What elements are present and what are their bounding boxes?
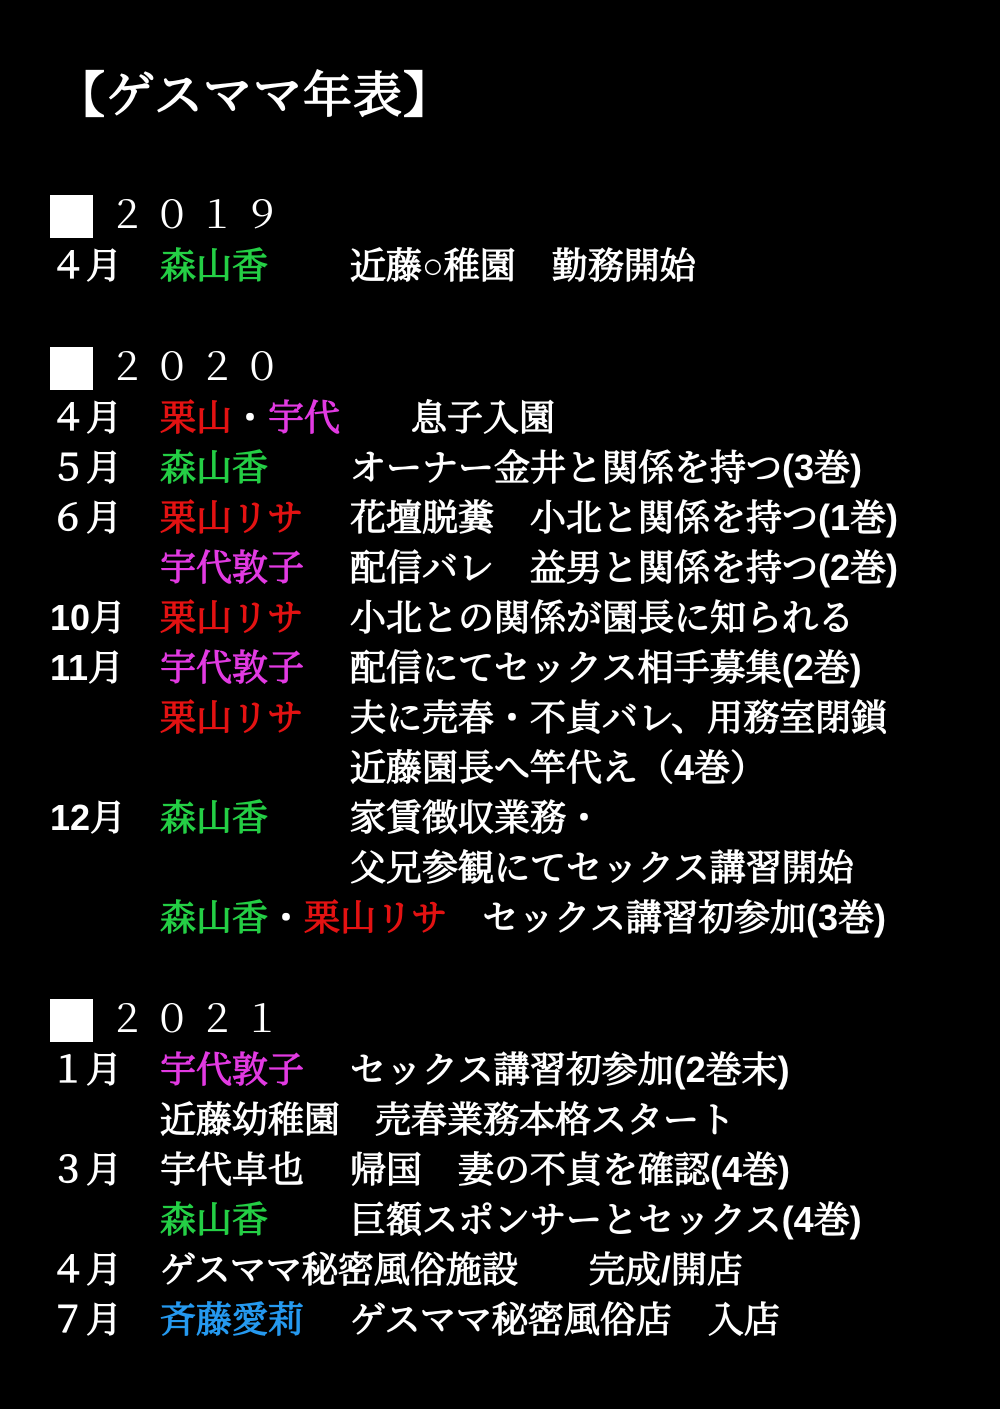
year-header — [50, 343, 980, 393]
month-label: ７月 — [50, 1299, 123, 1341]
month-label — [50, 743, 160, 793]
event-description: 巨額スポンサーとセックス(4巻) — [350, 1199, 862, 1241]
square-bullet-icon — [50, 347, 93, 390]
year-label: ２０２１ — [108, 999, 289, 1042]
event-description: 配信バレ 益男と関係を持つ(2巻) — [350, 547, 898, 589]
name-segment: ゲスママ秘密風俗施設 — [160, 1249, 518, 1291]
person-name — [160, 1245, 553, 1295]
month-label: ４月 — [50, 397, 123, 439]
month-label — [50, 893, 160, 943]
person-name — [160, 443, 350, 493]
month-label: ４月 — [50, 1249, 123, 1291]
year-label: ２０１９ — [108, 195, 289, 238]
month-label — [50, 1195, 160, 1245]
name-segment: ・ — [268, 897, 305, 939]
event-description: ゲスママ秘密風俗店 入店 — [350, 1299, 780, 1341]
person-name — [160, 1195, 350, 1245]
timeline-row — [50, 643, 980, 693]
square-bullet-icon — [50, 999, 93, 1042]
person-name — [160, 893, 482, 943]
person-name — [160, 241, 350, 291]
name-segment: 栗山 — [160, 397, 233, 439]
event-description: 夫に売春・不貞バレ、用務室閉鎖 — [350, 697, 888, 739]
year-label: ２０２０ — [108, 347, 289, 390]
month-label: ５月 — [50, 447, 123, 489]
event-description: 近藤園長へ竿代え（4巻） — [350, 747, 767, 789]
person-name — [160, 643, 350, 693]
name-segment: ・ — [232, 397, 269, 439]
timeline-row — [50, 893, 980, 943]
timeline-row — [50, 1145, 980, 1195]
name-segment: 森山香 — [160, 897, 269, 939]
person-name — [160, 593, 350, 643]
month-label: 12月 — [50, 797, 127, 839]
year-section — [50, 191, 980, 291]
name-segment: 宇代敦子 — [160, 1049, 305, 1091]
month-label: 11月 — [50, 647, 125, 689]
timeline-row — [50, 1095, 980, 1145]
event-description: 近藤○稚園 勤務開始 — [350, 245, 696, 287]
person-name — [160, 1045, 350, 1095]
month-label: ６月 — [50, 497, 123, 539]
person-name — [160, 793, 350, 843]
person-name — [160, 1295, 350, 1345]
event-description: 小北との関係が園長に知られる — [350, 597, 855, 639]
month-label: 10月 — [50, 597, 127, 639]
timeline-row — [50, 241, 980, 291]
timeline-row — [50, 793, 980, 843]
person-name — [160, 843, 350, 893]
person-name — [160, 1095, 375, 1145]
name-segment: 森山香 — [160, 447, 269, 489]
timeline-row — [50, 693, 980, 743]
name-segment: 栗山リサ — [160, 697, 304, 739]
person-name — [160, 1145, 350, 1195]
timeline-row — [50, 443, 980, 493]
name-segment: 栗山リサ — [304, 897, 448, 939]
month-label: ４月 — [50, 245, 123, 287]
event-description: 売春業務本格スタート — [375, 1099, 736, 1141]
name-segment: 宇代敦子 — [160, 647, 305, 689]
timeline-row — [50, 543, 980, 593]
event-description: 完成/開店 — [552, 1249, 743, 1291]
month-label — [50, 843, 160, 893]
month-label: １月 — [50, 1049, 123, 1091]
person-name — [160, 493, 350, 543]
timeline-row — [50, 1195, 980, 1245]
timeline-row — [50, 1045, 980, 1095]
month-label — [50, 543, 160, 593]
timeline-row — [50, 743, 980, 793]
timeline-sections — [50, 191, 980, 1345]
person-name — [160, 543, 350, 593]
name-segment: 栗山リサ — [160, 497, 304, 539]
month-label — [50, 693, 160, 743]
person-name — [160, 693, 350, 743]
event-description: セックス講習初参加(3巻) — [482, 897, 886, 939]
name-segment: 森山香 — [160, 1199, 269, 1241]
timeline-row — [50, 393, 980, 443]
name-segment: 宇代卓也 — [160, 1149, 305, 1191]
person-name — [160, 393, 375, 443]
event-description: 帰国 妻の不貞を確認(4巻) — [350, 1149, 790, 1191]
name-segment: 栗山リサ — [160, 597, 304, 639]
timeline-row — [50, 493, 980, 543]
name-segment: 宇代 — [268, 397, 341, 439]
event-description: 家賃徴収業務・ — [350, 797, 603, 839]
name-segment: 森山香 — [160, 797, 269, 839]
month-label: ３月 — [50, 1149, 123, 1191]
event-description: 息子入園 — [375, 397, 556, 439]
year-header — [50, 191, 980, 241]
event-description: 父兄参観にてセックス講習開始 — [350, 847, 854, 889]
event-description: 花壇脱糞 小北と関係を持つ(1巻) — [350, 497, 898, 539]
name-segment: 宇代敦子 — [160, 547, 305, 589]
square-bullet-icon — [50, 195, 93, 238]
name-segment: 斉藤愛莉 — [160, 1299, 305, 1341]
person-name — [160, 743, 350, 793]
event-description: セックス講習初参加(2巻末) — [350, 1049, 790, 1091]
year-section — [50, 995, 980, 1345]
timeline-row — [50, 593, 980, 643]
timeline-row — [50, 1295, 980, 1345]
timeline-row — [50, 1245, 980, 1295]
event-description: オーナー金井と関係を持つ(3巻) — [350, 447, 862, 489]
name-segment: 森山香 — [160, 245, 269, 287]
timeline-row — [50, 843, 980, 893]
page-title: 【ゲスママ年表】 — [56, 68, 454, 123]
month-label — [50, 1095, 160, 1145]
event-description: 配信にてセックス相手募集(2巻) — [350, 647, 862, 689]
name-segment: 近藤幼稚園 — [160, 1099, 341, 1141]
year-header — [50, 995, 980, 1045]
year-section — [50, 343, 980, 943]
